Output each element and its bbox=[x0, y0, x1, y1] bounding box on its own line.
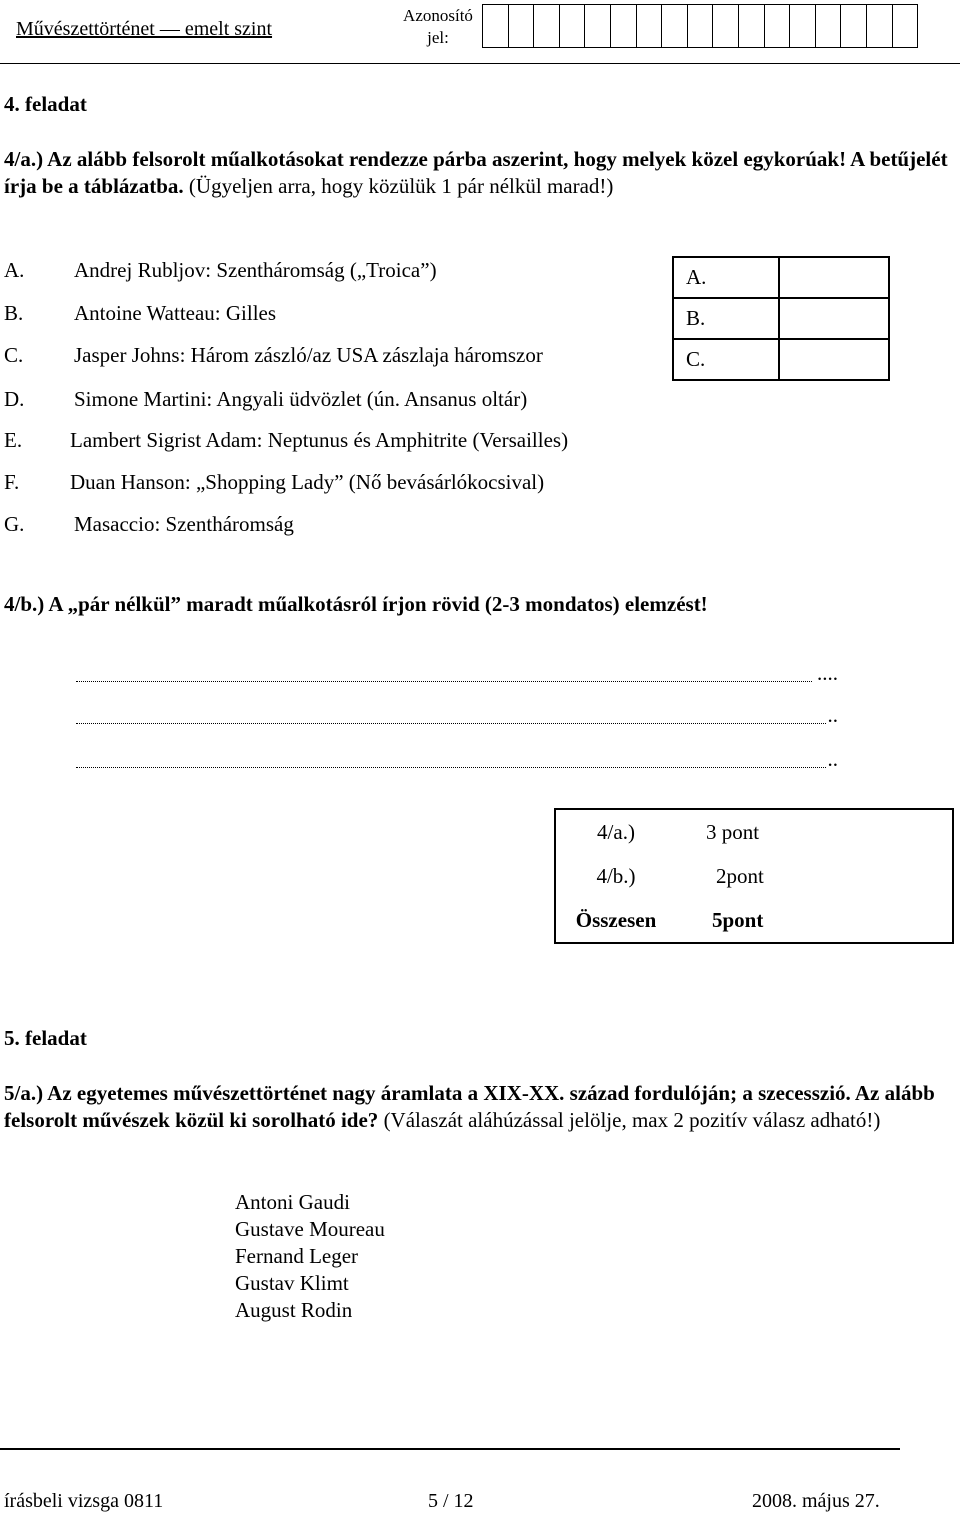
answer-line[interactable] bbox=[76, 661, 838, 686]
id-cell[interactable] bbox=[509, 4, 535, 48]
id-cell[interactable] bbox=[611, 4, 637, 48]
id-cell[interactable] bbox=[688, 4, 714, 48]
answer-line-tail: .. bbox=[827, 703, 838, 727]
id-cell[interactable] bbox=[790, 4, 816, 48]
artwork-letter: C. bbox=[4, 343, 24, 367]
artwork-text: Antoine Watteau: Gilles bbox=[74, 301, 277, 325]
answer-line-tail: .. bbox=[827, 747, 838, 771]
task4a-prompt-note: (Ügyeljen arra, hogy közülük 1 pár nélkül marad!) bbox=[183, 174, 614, 198]
header-subject bbox=[16, 18, 272, 41]
artwork-letter: D. bbox=[4, 387, 25, 411]
header-divider bbox=[0, 63, 960, 64]
artist-option[interactable]: August Rodin bbox=[235, 1298, 353, 1322]
artist-option[interactable]: Gustav Klimt bbox=[235, 1271, 349, 1295]
footer-divider bbox=[0, 1448, 900, 1450]
answer-line[interactable] bbox=[76, 703, 838, 728]
score-total-value: 5pont bbox=[712, 907, 764, 932]
id-cell[interactable] bbox=[585, 4, 611, 48]
task4-title: 4. feladat bbox=[4, 92, 87, 116]
footer-exam: írásbeli vizsga 0811 bbox=[4, 1490, 164, 1512]
artwork-text: Masaccio: Szentháromság bbox=[74, 512, 294, 536]
task5a-prompt-note: (Válaszát aláhúzással jelölje, max 2 pozitív válasz adható!) bbox=[378, 1108, 881, 1132]
answer-input-cell[interactable] bbox=[779, 339, 889, 380]
id-cell[interactable] bbox=[560, 4, 586, 48]
artwork-text: Simone Martini: Angyali üdvözlet (ún. Ansanus oltár) bbox=[74, 387, 528, 411]
artist-option[interactable]: Antoni Gaudi bbox=[235, 1190, 350, 1214]
answer-row-label: B. bbox=[673, 298, 779, 339]
artist-option[interactable]: Fernand Leger bbox=[235, 1244, 359, 1268]
answer-input-cell[interactable] bbox=[779, 298, 889, 339]
answer-line[interactable] bbox=[76, 747, 838, 772]
artwork-text: Andrej Rubljov: Szentháromság („Troica”) bbox=[74, 258, 437, 282]
answer-row-label: A. bbox=[673, 257, 779, 298]
id-label: Azonosító jel: bbox=[403, 6, 473, 47]
header-subject-text: Művészettörténet — emelt szint bbox=[16, 18, 273, 40]
artwork-letter: A. bbox=[4, 258, 25, 282]
artist-option[interactable]: Gustave Moureau bbox=[235, 1217, 385, 1241]
score-label: 4/b.) bbox=[596, 863, 636, 888]
score-table bbox=[554, 808, 954, 944]
id-cell[interactable] bbox=[867, 4, 893, 48]
footer-page-number: 5 / 12 bbox=[428, 1490, 474, 1512]
task4a-prompt-bold: 4/a.) Az alább felsorolt műalkotásokat rendezze párba aszerint, hogy melyek közel egykorúak! A betűjelét írja be a táblázatba. bbox=[4, 147, 948, 198]
task5a-prompt-bold: 5/a.) Az egyetemes művészettörténet nagy áramlata a XIX-XX. század fordulóján; a szecesszió. Az alább felsorolt művészek közül ki sorolható ide? bbox=[4, 1081, 935, 1132]
artwork-letter: G. bbox=[4, 512, 25, 536]
artwork-letter: F. bbox=[4, 470, 20, 494]
artwork-text: Jasper Johns: Három zászló/az USA zászlaja háromszor bbox=[74, 343, 543, 367]
id-code-boxes[interactable] bbox=[482, 4, 918, 48]
id-cell[interactable] bbox=[739, 4, 765, 48]
score-total-label: Összesen bbox=[575, 907, 657, 932]
id-cell[interactable] bbox=[765, 4, 791, 48]
task5-title: 5. feladat bbox=[4, 1026, 87, 1050]
id-cell[interactable] bbox=[713, 4, 739, 48]
answer-line-tail: .... bbox=[817, 661, 838, 685]
score-value: 2pont bbox=[716, 863, 764, 888]
id-cell[interactable] bbox=[893, 4, 919, 48]
id-cell[interactable] bbox=[816, 4, 842, 48]
id-cell[interactable] bbox=[637, 4, 663, 48]
answer-row-label: C. bbox=[673, 339, 779, 380]
artwork-text: Lambert Sigrist Adam: Neptunus és Amphitrite (Versailles) bbox=[70, 428, 569, 452]
footer-date: 2008. május 27. bbox=[752, 1490, 880, 1512]
pairing-answer-table bbox=[672, 256, 890, 381]
task4b-prompt: 4/b.) A „pár nélkül” maradt műalkotásról írjon rövid (2-3 mondatos) elemzést! bbox=[4, 592, 708, 616]
score-label: 4/a.) bbox=[597, 819, 635, 844]
task4a-prompt bbox=[4, 146, 954, 200]
task5a-prompt bbox=[4, 1080, 954, 1134]
score-value: 3 pont bbox=[706, 819, 760, 844]
answer-input-cell[interactable] bbox=[779, 257, 889, 298]
artwork-letter: E. bbox=[4, 428, 23, 452]
artwork-letter: B. bbox=[4, 301, 24, 325]
id-cell[interactable] bbox=[662, 4, 688, 48]
id-cell[interactable] bbox=[483, 4, 509, 48]
artwork-text: Duan Hanson: „Shopping Lady” (Nő bevásárlókocsival) bbox=[70, 470, 545, 494]
id-cell[interactable] bbox=[841, 4, 867, 48]
id-cell[interactable] bbox=[534, 4, 560, 48]
